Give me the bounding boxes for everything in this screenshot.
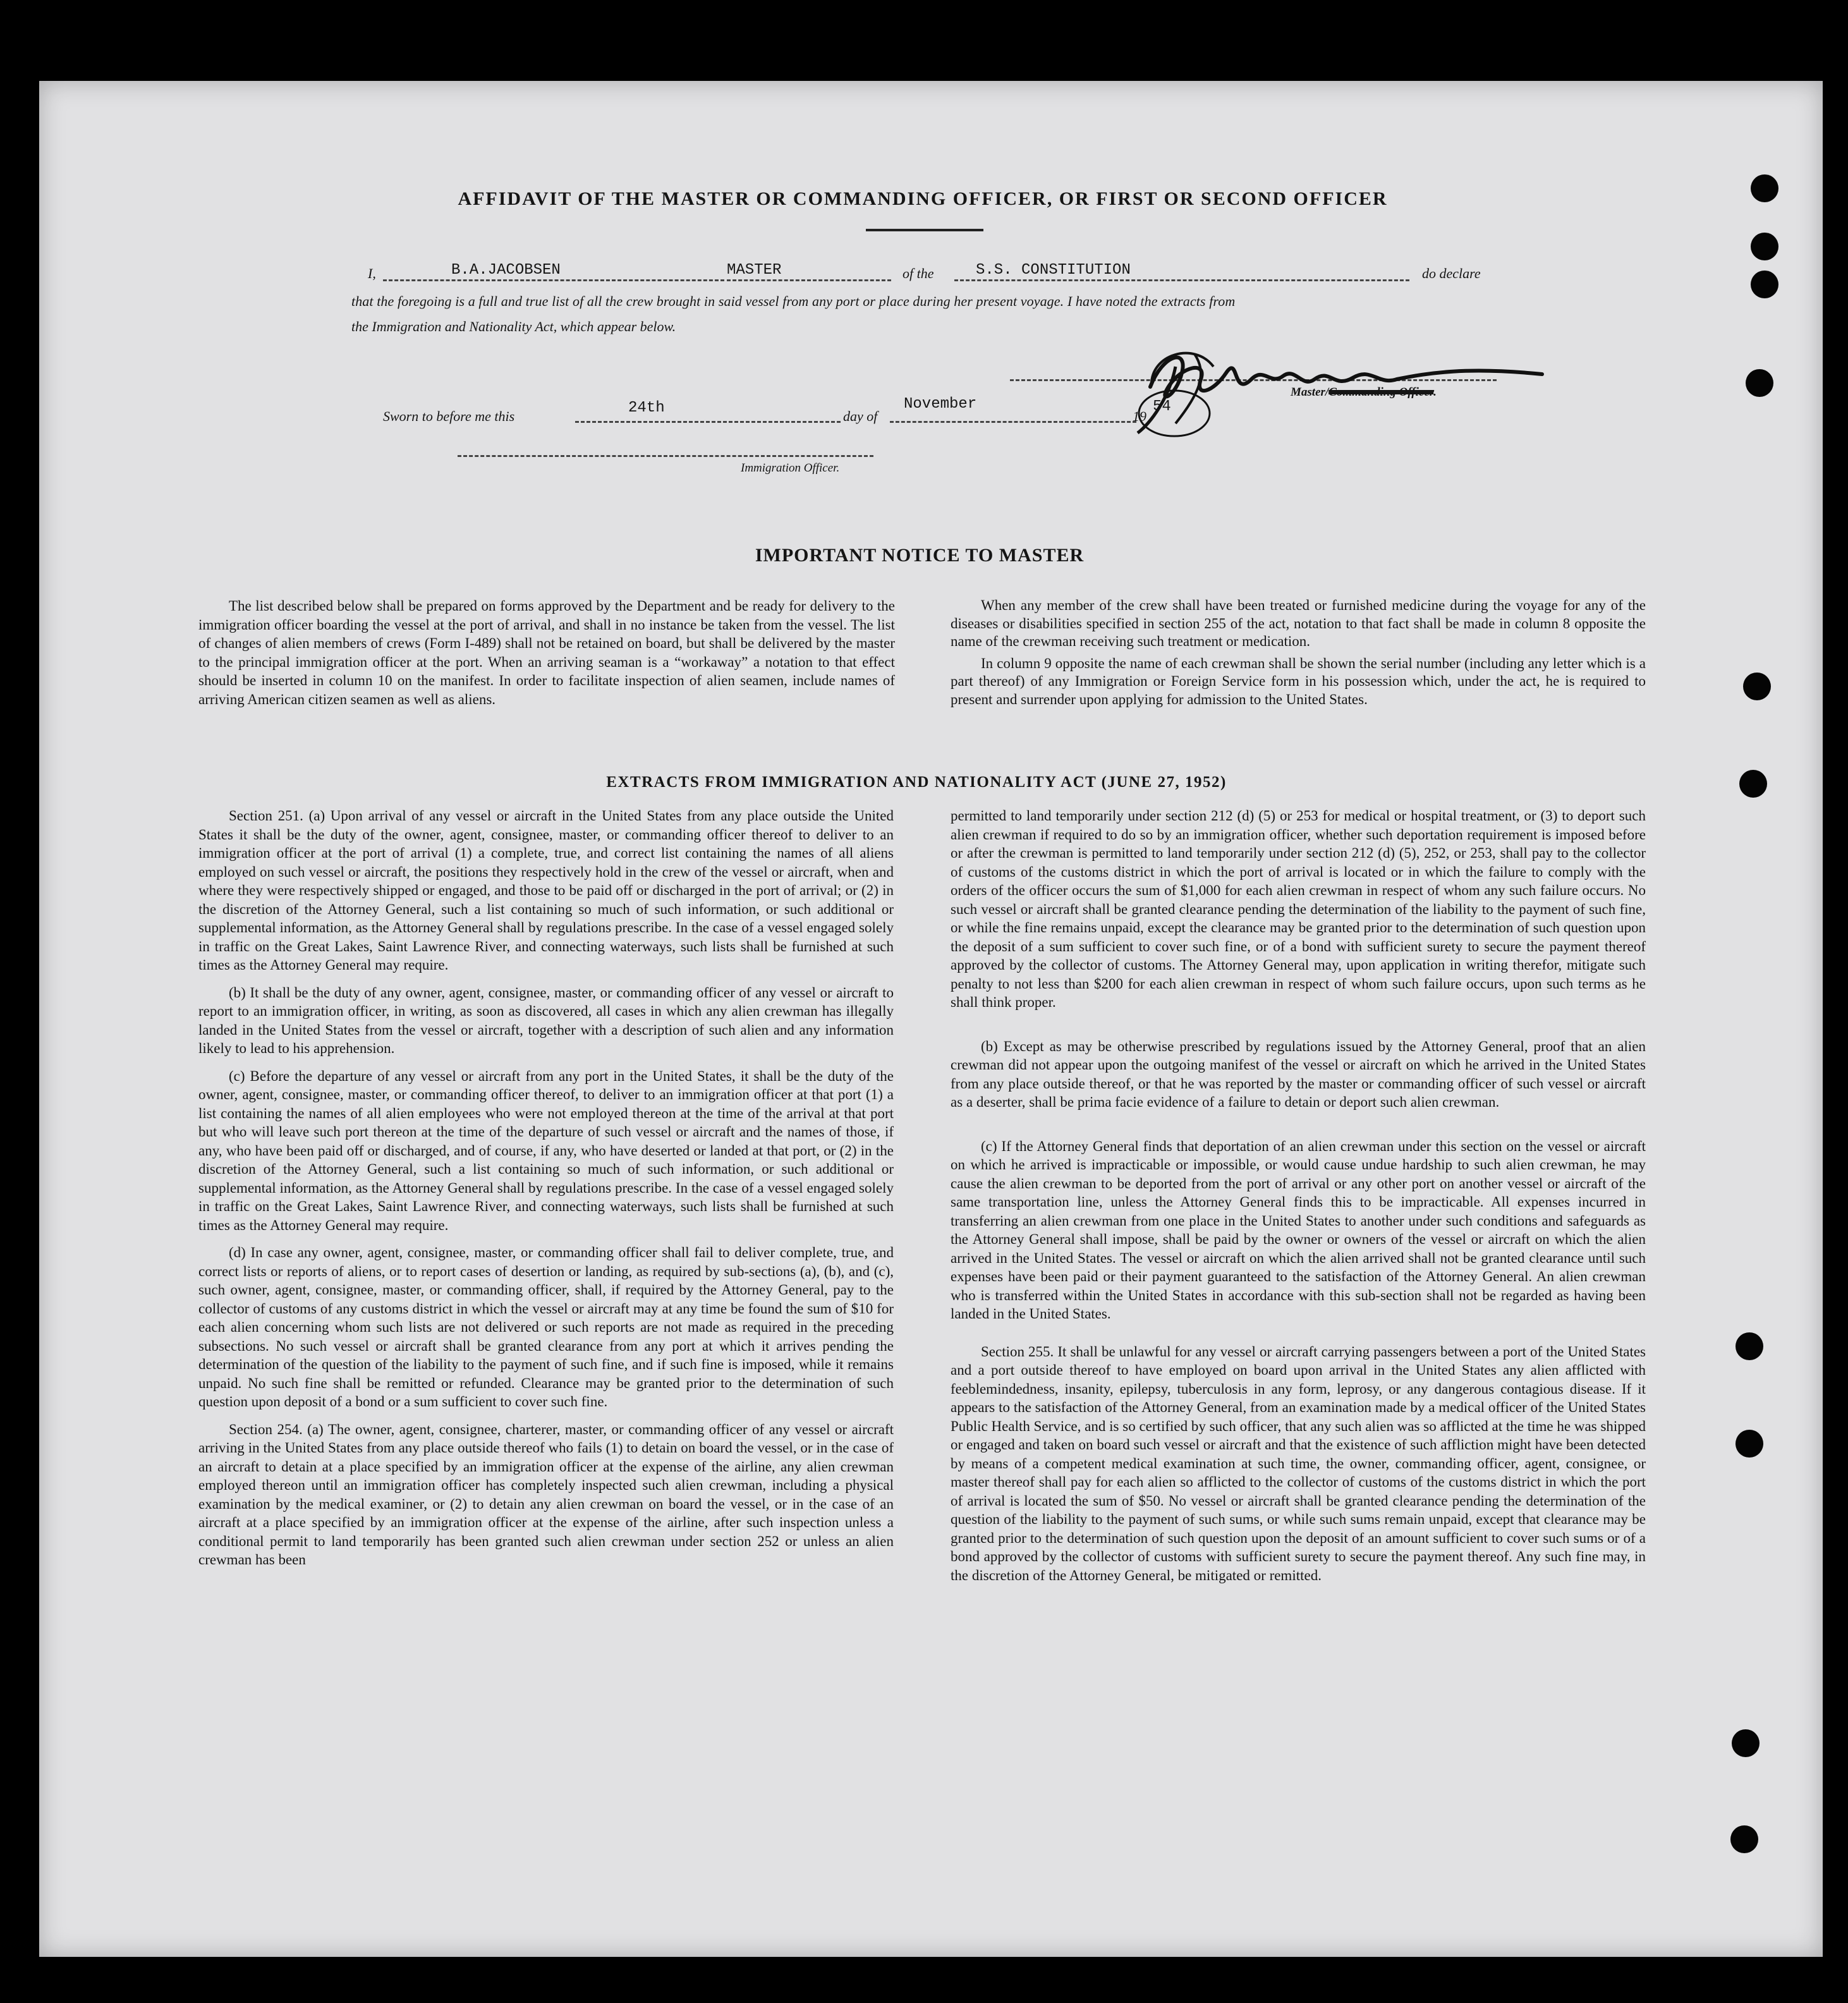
section-255: Section 255. It shall be unlawful for any vessel or aircraft carrying passengers between a port of the United States and a port outside thereof to have employed on board upon arrival in the United States any alien afflicted with feeblemindedness, insanity, epilepsy, tuberculosis in any form, leprosy, or any dangerous contagious disease. If it appears to the satisfaction of the Attorney General, from an examination made by a medical officer of the United States Public Health Service, and is so certified by such officer, that any such alien was so afflicted at the time he was shipped or engaged and taken on board such vessel or aircraft and that the existence of such affliction might have been detected by means of a competent medical examination at such time, the owner, commanding officer, agent, consignee, or master thereof shall pay for each alien so afflicted to the collector of customs of the customs district in which the port of arrival is located the sum of $50. No vessel or aircraft shall be granted clearance pending the determination of the question of the liability to the payment of such sums, or while such sums remain unpaid, except that clearance may be granted prior to the determination of such question upon the deposit of an amount sufficient to cover such sums or of a bond approved by the collector of customs with sufficient surety to secure the payment thereof. Any such fine may, in the discretion of the Attorney General, be mitigated or remitted.: [951, 1343, 1646, 1583]
sworn-label: Sworn to before me this: [383, 408, 515, 424]
day-of-label: day of: [843, 408, 878, 424]
notice-left-column: [198, 597, 895, 717]
punch-hole: [1739, 770, 1767, 798]
extracts-right-column: [951, 807, 1646, 1593]
commanding-officer-struck: Commanding Officer: [1328, 386, 1434, 399]
notice-right-paragraph-1: When any member of the crew shall have been treated or furnished medicine during the voyage for any of the diseases or disabilities specified in section 255 of the act, notation to that fact shall be made in column 8 opposite the name of the crewman receiving such treatment or medication.: [951, 597, 1646, 649]
extracts-title: EXTRACTS FROM IMMIGRATION AND NATIONALITY ACT (JUNE 27, 1952): [606, 774, 1227, 791]
section-251-c: (c) Before the departure of any vessel or aircraft from any port in the United States, it shall be the duty of the owner, agent, consignee, master, or commanding officer thereof, to deliver to an immigration officer at that port (1) a list containing the names of all alien employees who were not employed thereon at the time of the arrival at that port but who will leave such port thereon at the time of the departure of such vessel or aircraft and the names of those, if any, who have been paid off or discharged, and of course, if any, who have deserted or landed at that port, or (2) in the discretion of the Attorney General, such a list containing so much of such information, or such additional or supplemental information, as the Attorney General shall by regulations prescribe. In the case of a vessel engaged solely in traffic on the Great Lakes, Saint Lawrence River, and connecting waterways, such lists shall be furnished at such times as the Attorney General may require.: [198, 1068, 894, 1233]
day-line: [575, 421, 841, 423]
punch-hole: [1736, 1430, 1763, 1458]
section-254-a-continued: permitted to land temporarily under section 212 (d) (5) or 253 for medical or hospital treatment, or (3) to deport such alien crewman if required to do so by an immigration officer, whether such deportation requirement is imposed before or after the crewman is permitted to land temporarily under section 212 (d) (5), 252, or 253, shall pay to the collector of customs of the customs district in which the port of arrival is located or in which the failure to comply with the orders of the officer occurs the sum of $1,000 for each alien crewman in respect of whom any such failure occurs. No such vessel or aircraft shall be granted clearance pending the determination of the liability to the payment of such fine, or while the fine remains unpaid, except the clearance may be granted prior to the determination of such question upon the deposit of a sum sufficient to cover such fine, or of a bond with sufficient surety to secure the payment thereof approved by the collector of customs. The Attorney General may, upon application in writing therefor, mitigate such penalty to not less than $200 for each alien crewman in respect of whom such failure occurs, upon such terms as he shall think proper.: [951, 808, 1646, 1010]
declaration-line-1: that the foregoing is a full and true list of all the crew brought in said vessel from any port or place during her present voyage. I have noted the extracts from: [351, 293, 1236, 309]
immigration-officer-label: Immigration Officer.: [741, 461, 840, 475]
period: .: [1433, 386, 1437, 399]
vessel-name: S.S. CONSTITUTION: [976, 262, 1131, 279]
section-254-a: Section 254. (a) The owner, agent, consignee, charterer, master, or commanding officer of any vessel or aircraft arriving in the United States from any place outside thereof who fails (1) to detain on board the vessel, or in the case of an aircraft to detain at a place specified by an immigration officer at the expense of the airline, any alien crewman employed thereon until an immigration officer has completely inspected such alien crewman, including a physical examination by the medical examiner, or (2) to detain any alien crewman on board the vessel, or in the case of an aircraft at a place specified by an immigration officer at the expense of the airline, after such inspection unless a conditional permit to land temporarily has been granted such alien crewman under section 252 or unless an alien crewman has been: [198, 1421, 894, 1568]
section-254-c: (c) If the Attorney General finds that deportation of an alien crewman under this section on the vessel or aircraft on which he arrived is impracticable or impossible, or would cause undue hardship to such alien crewman, he may cause the alien crewman to be deported from the port of arrival or any other port on another vessel or aircraft of the same transportation line, unless the Attorney General finds this to be impracticable. All expenses incurred in transferring an alien crewman from one place in the United States to another under such conditions and safeguards as the Attorney General shall impose, shall be paid by the owner or owners of the vessel or aircraft on which the alien arrived in the United States. The vessel or aircraft on which the alien arrived shall not be granted clearance until such expenses have been paid or their payment guaranteed to the satisfaction of the Attorney General. An alien crewman who is transferred within the United States in accordance with this sub-section shall not be regarded as having been landed in the United States.: [951, 1138, 1646, 1322]
punch-hole: [1751, 233, 1778, 260]
extracts-left-column: [198, 807, 894, 1578]
year-prefix: 19: [1133, 408, 1146, 424]
notice-right-paragraph-2: In column 9 opposite the name of each crewman shall be shown the serial number (including any letter which is a part thereof) of any Immigration or Foreign Service form in his possession which, under the act, he is required to present and surrender upon applying for admission to the United States.: [951, 655, 1646, 707]
section-251-a: Section 251. (a) Upon arrival of any vessel or aircraft in the United States from any place outside the United States it shall be the duty of the owner, agent, consignee, master, or commanding officer thereof to deliver to an immigration officer at the port of arrival (1) a complete, true, and correct list containing the names of all aliens employed on such vessel or aircraft, the positions they respectively hold in the crew of the vessel or aircraft, when and where they were respectively shipped or engaged, and those to be paid off or discharged in the port of arrival; or (2) in the discretion of the Attorney General, such a list containing so much of such information, or such additional or supplemental information, as the Attorney General shall by regulations prescribe. In the case of a vessel engaged solely in traffic on the Great Lakes, Saint Lawrence River, and connecting waterways, such lists shall be furnished at such times as the Attorney General may require.: [198, 808, 894, 973]
do-declare-label: do declare: [1422, 265, 1481, 281]
punch-hole: [1746, 369, 1773, 397]
affidavit-title: AFFIDAVIT OF THE MASTER OR COMMANDING OFFICER, OR FIRST OR SECOND OFFICER: [458, 188, 1388, 209]
punch-hole: [1732, 1729, 1760, 1757]
immigration-officer-line: [458, 455, 873, 457]
sworn-year: 54: [1153, 398, 1171, 415]
year-circle-mark: [1135, 387, 1217, 444]
section-254-b: (b) Except as may be otherwise prescribed by regulations issued by the Attorney General, proof that an alien crewman did not appear upon the outgoing manifest of the vessel or aircraft on which he arrived in the United States from any place outside thereof, or that he was reported by the master or commanding officer of such vessel or aircraft as a deserter, shall be prima facie evidence of a failure to detain or deport such alien crewman.: [951, 1038, 1646, 1110]
section-251-d: (d) In case any owner, agent, consignee, master, or commanding officer shall fail to deliver complete, true, and correct lists or reports of aliens, or to report cases of desertion or landing, as required by sub-sections (a), (b), and (c), such owner, agent, consignee, master, or commanding officer, shall, if required by the Attorney General, pay to the collector of customs of any customs district in which the vessel or aircraft may at any time be found the sum of $10 for each alien concerning whom such lists are not delivered or such reports are not made as required in the preceding subsections. No such vessel or aircraft shall be granted clearance from any port at which it arrives pending the determination of the question of the liability to the payment of such fine, and if such fine is imposed, while it remains unpaid. No such fine shall be remitted or refunded. Clearance may be granted prior to the determination of such question upon deposit of a bond or a sum sufficient to cover such fine.: [198, 1245, 894, 1409]
rank-line: [727, 279, 891, 281]
of-the-label: of the: [903, 265, 934, 281]
master-name: B.A.JACOBSEN: [451, 262, 561, 279]
title-rule: [866, 229, 983, 231]
master-label: [1291, 386, 1437, 399]
section-251-b: (b) It shall be the duty of any owner, agent, consignee, master, or commanding officer of any vessel or aircraft to report to an immigration officer, in writing, as soon as discovered, all cases in which any alien crewman has illegally landed in the United States from the vessel or aircraft, together with a description of such alien and any information likely to lead to his apprehension.: [198, 984, 894, 1056]
master-rank: MASTER: [727, 262, 782, 279]
notice-right-column: [951, 597, 1646, 717]
punch-hole: [1743, 673, 1771, 700]
punch-hole: [1751, 174, 1778, 202]
sworn-month: November: [904, 396, 977, 413]
declaration-line-2: the Immigration and Nationality Act, which appear below.: [351, 319, 676, 334]
punch-hole: [1730, 1825, 1758, 1853]
punch-hole: [1736, 1332, 1763, 1360]
sworn-day: 24th: [628, 399, 665, 417]
master-label-text: Master/: [1291, 386, 1329, 399]
month-line: [890, 421, 1136, 423]
notice-title: IMPORTANT NOTICE TO MASTER: [755, 545, 1085, 566]
punch-hole: [1751, 271, 1778, 298]
affidavit-i-label: I,: [368, 265, 376, 281]
vessel-line: [954, 279, 1409, 281]
notice-left-paragraph: The list described below shall be prepared on forms approved by the Department and be ready for delivery to the immigration officer boarding the vessel at the port of arrival, and shall in no instance be taken from the vessel. The list of changes of alien members of crews (Form I-489) shall not be retained on board, but shall be delivered by the master to the principal immigration officer at the port. When an arriving seaman is a “workaway” a notation to that effect should be inserted in column 10 on the manifest. In order to facilitate inspection of alien seamen, include names of arriving American citizen seamen as well as aliens.: [198, 598, 895, 707]
name-line: [383, 279, 724, 281]
